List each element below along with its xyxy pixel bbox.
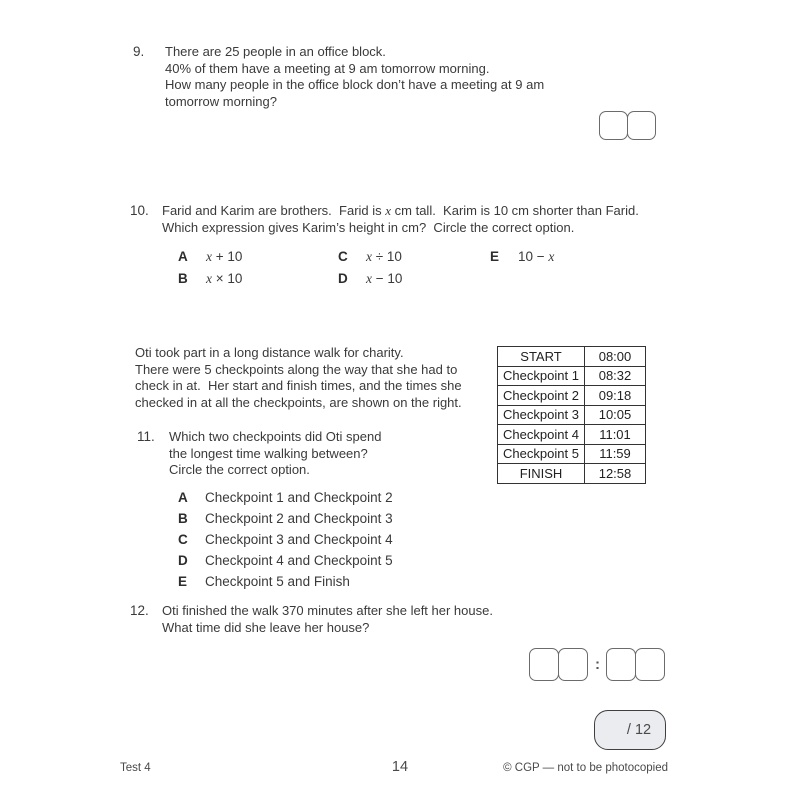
question-line: Which two checkpoints did Oti spend <box>169 429 382 444</box>
question-number: 10. <box>130 203 149 218</box>
option-letter: E <box>178 574 188 589</box>
option-label: Checkpoint 3 and Checkpoint 4 <box>205 532 393 547</box>
checkpoint-cell: Checkpoint 3 <box>498 405 585 425</box>
question-line: Oti took part in a long distance walk for charity. <box>135 345 404 360</box>
question-line: Circle the correct option. <box>169 462 310 477</box>
option-expression: x ÷ 10 <box>366 249 402 264</box>
option-label: Checkpoint 4 and Checkpoint 5 <box>205 553 393 568</box>
option-letter: C <box>338 249 348 264</box>
footer-page-number: 14 <box>391 759 409 775</box>
table-row <box>498 347 646 367</box>
question-number: 11. <box>137 429 155 444</box>
score-box <box>594 710 666 750</box>
table-row <box>498 405 646 425</box>
time-cell: 12:58 <box>585 464 646 484</box>
option-letter: C <box>178 532 188 547</box>
option-letter: D <box>178 553 188 568</box>
question-line: What time did she leave her house? <box>162 619 370 635</box>
question-number: 12. <box>130 603 149 618</box>
question-text <box>162 203 639 236</box>
option-row <box>178 550 393 571</box>
answer-box <box>529 648 559 681</box>
checkpoint-cell: Checkpoint 4 <box>498 425 585 445</box>
question-text <box>162 603 493 636</box>
question-text <box>169 429 381 479</box>
option-row <box>178 529 393 550</box>
walk-intro <box>135 345 495 411</box>
question-line: How many people in the office block don’t have a meeting at 9 am <box>165 77 545 92</box>
time-colon: : <box>595 656 600 673</box>
option-expression: x − 10 <box>366 270 403 286</box>
answer-box <box>606 648 636 681</box>
table-row <box>498 366 646 386</box>
time-cell: 10:05 <box>585 405 646 425</box>
option-letter: B <box>178 511 188 526</box>
option-row <box>338 246 490 268</box>
time-cell: 08:32 <box>585 366 646 386</box>
question-line: tomorrow morning? <box>165 93 277 109</box>
question-11 <box>137 429 537 479</box>
time-cell: 08:00 <box>585 347 646 367</box>
question-line: Farid and Karim are brothers. Farid is x cm tall. Karim is 10 cm shorter than Farid. <box>162 203 639 218</box>
checkpoint-cell: FINISH <box>498 464 585 484</box>
footer-test-label: Test 4 <box>120 762 151 774</box>
question-text <box>165 44 544 110</box>
checkpoint-cell: Checkpoint 2 <box>498 386 585 406</box>
question-12 <box>130 603 690 636</box>
question-10 <box>130 203 690 236</box>
option-letter: E <box>490 249 500 264</box>
footer-copyright: © CGP — not to be photocopied <box>503 762 668 774</box>
answer-box <box>558 648 588 681</box>
question-line: checked in at all the checkpoints, are shown on the right. <box>135 394 462 410</box>
answer-box <box>635 648 665 681</box>
option-row <box>178 268 338 290</box>
score-label: / 12 <box>626 722 652 738</box>
q10-options <box>178 246 554 289</box>
option-expression: x × 10 <box>206 270 243 286</box>
question-line: There were 5 checkpoints along the way that she had to <box>135 361 458 377</box>
table-row <box>498 386 646 406</box>
checkpoint-cell: Checkpoint 1 <box>498 366 585 386</box>
answer-box <box>627 111 656 140</box>
option-row <box>338 268 490 290</box>
option-row <box>490 246 554 268</box>
time-cell: 11:59 <box>585 444 646 464</box>
option-label: Checkpoint 5 and Finish <box>205 574 350 589</box>
checkpoint-cell: Checkpoint 5 <box>498 444 585 464</box>
option-label: Checkpoint 2 and Checkpoint 3 <box>205 511 393 526</box>
option-column <box>338 246 490 289</box>
question-line: the longest time walking between? <box>169 445 368 461</box>
option-letter: A <box>178 490 188 505</box>
q11-options <box>178 487 393 592</box>
question-line: There are 25 people in an office block. <box>165 44 386 59</box>
option-row <box>178 508 393 529</box>
option-letter: B <box>178 270 188 286</box>
option-expression: 10 − x <box>518 249 555 264</box>
option-row <box>178 246 338 268</box>
time-cell: 09:18 <box>585 386 646 406</box>
option-letter: D <box>338 270 348 286</box>
question-9 <box>133 44 653 110</box>
time-answer-boxes <box>529 648 665 681</box>
option-column <box>178 246 338 289</box>
q9-answer-boxes <box>599 111 656 140</box>
question-line: Which expression gives Karim’s height in cm? Circle the correct option. <box>162 219 575 235</box>
option-row <box>178 487 393 508</box>
time-cell: 11:01 <box>585 425 646 445</box>
question-line: Oti finished the walk 370 minutes after she left her house. <box>162 603 493 618</box>
option-expression: x + 10 <box>206 249 243 264</box>
option-label: Checkpoint 1 and Checkpoint 2 <box>205 490 393 505</box>
option-column <box>490 246 554 289</box>
answer-box <box>599 111 628 140</box>
question-number: 9. <box>133 44 145 59</box>
question-line: check in at. Her start and finish times, and the times she <box>135 378 462 393</box>
question-line: 40% of them have a meeting at 9 am tomorrow morning. <box>165 60 490 76</box>
option-row <box>178 571 393 592</box>
checkpoint-cell: START <box>498 347 585 367</box>
option-letter: A <box>178 249 188 264</box>
